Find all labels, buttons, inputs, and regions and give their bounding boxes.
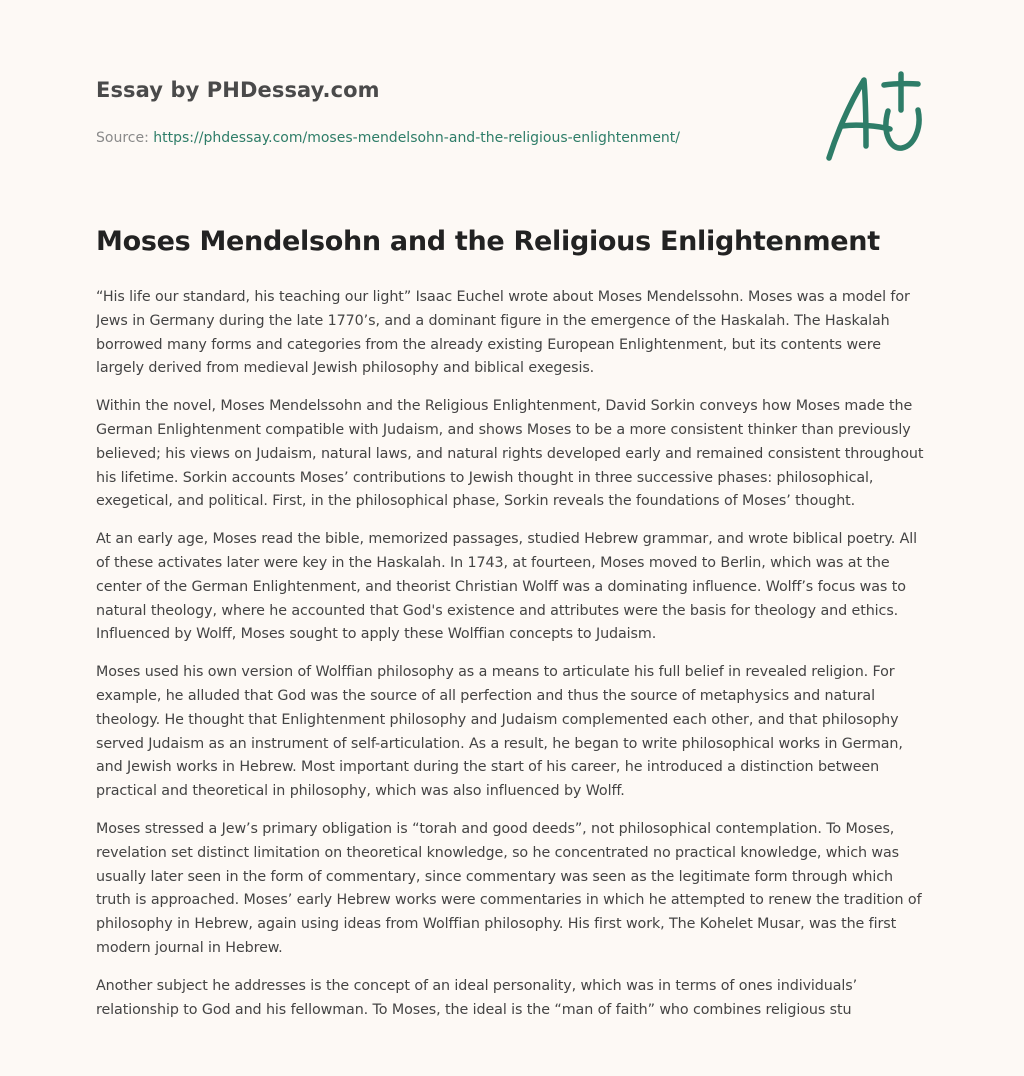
article-paragraph: At an early age, Moses read the bible, memorized passages, studied Hebrew grammar, and wrote biblical poetry. All of these activates later were key in the Haskalah. In 1743, at fourteen, Moses moved to Berlin, which was at the center of the German Enlightenment, and theorist Christian Wolff was a dominating influence. Wolff’s focus was to natural theology, where he accounted that God's existence and attributes were the basis for theology and ethics. Influenced by Wolff, Moses sought to apply these Wolffian concepts to Judaism. bbox=[96, 531, 918, 643]
article-paragraph: “His life our standard, his teaching our light” Isaac Euchel wrote about Moses Mendelssohn. Moses was a model for Jews in Germany during the late 1770’s, and a dominant figure in the emergence of the Haskalah. The Haskalah borrowed many forms and categories from the already existing European Enlightenment, but its contents were largely derived from medieval Jewish philosophy and biblical exegesis. bbox=[96, 289, 910, 377]
article-paragraph: Moses stressed a Jew’s primary obligation is “torah and good deeds”, not philosophical contemplation. To Moses, revelation set distinct limitation on theoretical knowledge, so he concentrated no practical knowledge, which was usually later seen in the form of commentary, since commentary was seen as the legitimate form through which truth is approached. Moses’ early Hebrew works were commentaries in which he attempted to renew the tradition of philosophy in Hebrew, again using ideas from Wolffian philosophy. His first work, The Kohelet Musar, was the first modern journal in Hebrew. bbox=[96, 820, 922, 956]
source-line bbox=[96, 130, 796, 146]
a-plus-grade-icon bbox=[822, 70, 928, 164]
article-body bbox=[96, 286, 932, 1076]
source-label: Source: bbox=[96, 130, 154, 146]
article-paragraph: Another subject he addresses is the concept of an ideal personality, which was in terms of ones individuals’ relationship to God and his fellowman. To Moses, the ideal is the “man of faith” who combines religious stu bbox=[96, 977, 858, 1018]
article-paragraph: Within the novel, Moses Mendelssohn and the Religious Enlightenment, David Sorkin conveys how Moses made the German Enlightenment compatible with Judaism, and shows Moses to be a more consistent thinker than previously believed; his views on Judaism, natural laws, and natural rights developed early and remained consistent throughout his lifetime. Sorkin accounts Moses’ contributions to Jewish thought in three successive phases: philosophical, exegetical, and political. First, in the philosophical phase, Sorkin reveals the foundations of Moses’ thought. bbox=[96, 398, 924, 510]
source-link[interactable]: https://phdessay.com/moses-mendelsohn-and-the-religious-enlightenment/ bbox=[153, 130, 681, 146]
site-brand: Essay by PHDessay.com bbox=[96, 78, 380, 102]
article-title: Moses Mendelsohn and the Religious Enlightenment bbox=[96, 226, 880, 257]
article-paragraph: Moses used his own version of Wolffian philosophy as a means to articulate his full belief in revealed religion. For example, he alluded that God was the source of all perfection and thus the source of metaphysics and natural theology. He thought that Enlightenment philosophy and Judaism complemented each other, and that philosophy served Judaism as an instrument of self-articulation. As a result, he began to write philosophical works in German, and Jewish works in Hebrew. Most important during the start of his career, he introduced a distinction between practical and theoretical in philosophy, which was also influenced by Wolff. bbox=[96, 664, 903, 800]
essay-header bbox=[96, 78, 796, 146]
